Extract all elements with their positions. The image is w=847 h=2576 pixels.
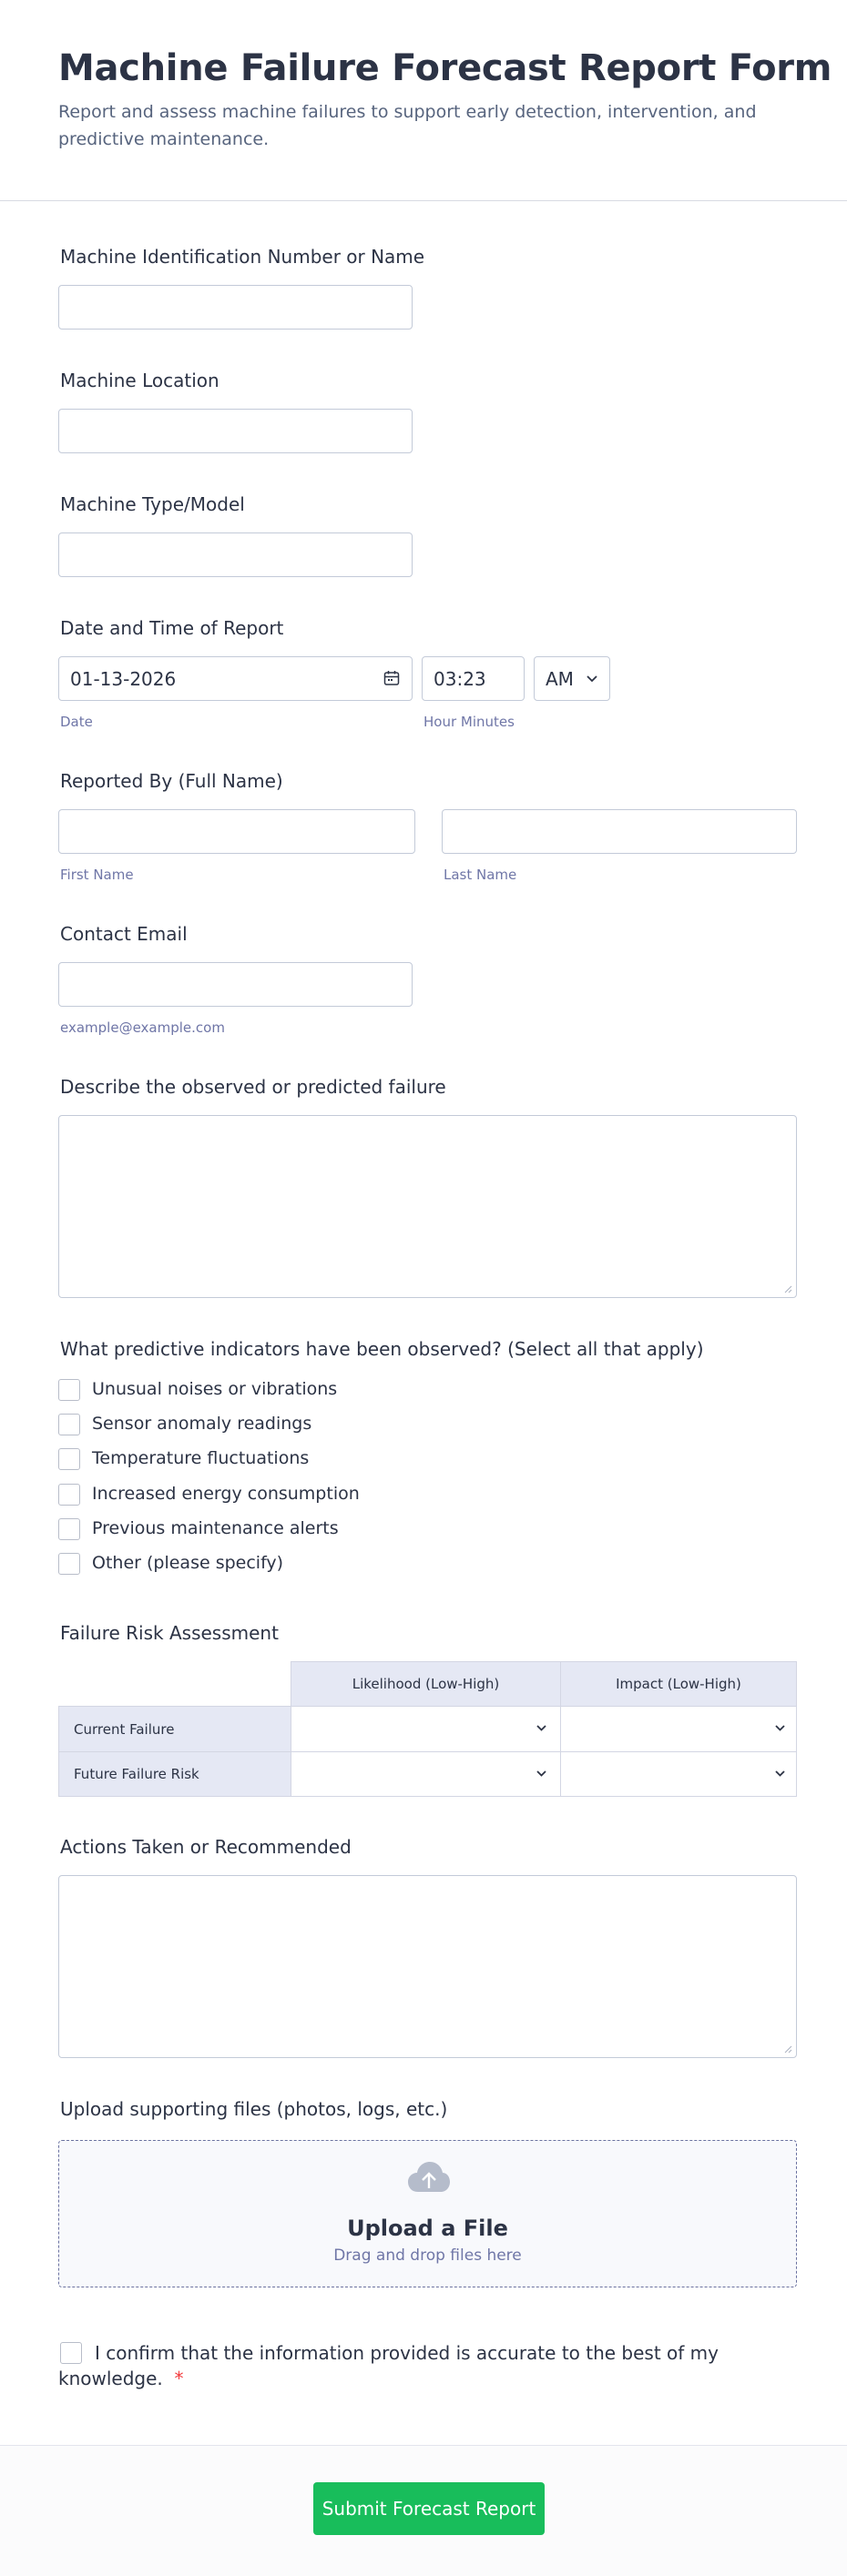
risk-matrix [58, 1661, 797, 1797]
likelihood-future-dropdown[interactable] [291, 1751, 561, 1797]
resize-grip-icon[interactable] [783, 2044, 792, 2054]
submit-button[interactable]: Submit Forecast Report [313, 2482, 545, 2535]
likelihood-current-dropdown[interactable] [291, 1706, 561, 1752]
date-input[interactable] [58, 656, 413, 701]
indicator-option[interactable]: Other (please specify) [92, 1553, 284, 1573]
machine-location-input[interactable] [58, 409, 413, 453]
actions-label: Actions Taken or Recommended [60, 1836, 352, 1858]
chevron-down-icon [536, 1724, 547, 1732]
indicators-label: What predictive indicators have been observed? (Select all that apply) [60, 1338, 704, 1360]
indicator-option[interactable]: Previous maintenance alerts [92, 1518, 339, 1538]
impact-current-dropdown[interactable] [560, 1706, 797, 1752]
machine-id-label: Machine Identification Number or Name [60, 246, 425, 268]
file-upload-dropzone[interactable] [58, 2140, 797, 2287]
checkbox-maintenance-alerts[interactable] [58, 1518, 80, 1540]
ampm-value: AM [546, 668, 574, 690]
matrix-column-header: Impact (Low-High) [560, 1661, 797, 1707]
chevron-down-icon [586, 674, 598, 684]
cloud-upload-icon [407, 2161, 451, 2194]
date-value: 01-13-2026 [70, 668, 177, 690]
first-name-sublabel: First Name [60, 867, 134, 883]
upload-title: Upload a File [347, 2216, 508, 2241]
checkbox-temperature[interactable] [58, 1448, 80, 1470]
checkbox-sensor-anomaly[interactable] [58, 1414, 80, 1435]
required-mark: * [174, 2368, 184, 2389]
impact-future-dropdown[interactable] [560, 1751, 797, 1797]
ampm-select[interactable] [534, 656, 610, 701]
contact-email-label: Contact Email [60, 923, 188, 945]
last-name-sublabel: Last Name [444, 867, 517, 883]
confirm-label[interactable] [58, 2340, 732, 2391]
chevron-down-icon [774, 1724, 786, 1732]
indicator-option[interactable]: Increased energy consumption [92, 1484, 360, 1504]
form-header [0, 0, 847, 201]
failure-description-textarea[interactable] [58, 1115, 797, 1298]
last-name-input[interactable] [442, 809, 797, 854]
matrix-row-header: Future Failure Risk [58, 1751, 291, 1797]
machine-location-label: Machine Location [60, 370, 219, 391]
page-title: Machine Failure Forecast Report Form [58, 47, 832, 89]
machine-type-input[interactable] [58, 532, 413, 577]
form-footer [0, 2445, 847, 2576]
risk-assessment-label: Failure Risk Assessment [60, 1622, 279, 1644]
upload-label: Upload supporting files (photos, logs, etc.) [60, 2098, 448, 2120]
failure-description-label: Describe the observed or predicted failure [60, 1076, 446, 1098]
chevron-down-icon [536, 1770, 547, 1778]
email-sublabel: example@example.com [60, 1019, 225, 1036]
machine-type-label: Machine Type/Model [60, 493, 245, 515]
matrix-column-header: Likelihood (Low-High) [291, 1661, 561, 1707]
reported-by-label: Reported By (Full Name) [60, 770, 283, 792]
confirm-text: I confirm that the information provided is accurate to the best of my knowledge. [58, 2342, 719, 2389]
indicator-option[interactable]: Unusual noises or vibrations [92, 1379, 338, 1399]
chevron-down-icon [774, 1770, 786, 1778]
checkbox-energy[interactable] [58, 1484, 80, 1506]
first-name-input[interactable] [58, 809, 415, 854]
upload-subtitle: Drag and drop files here [333, 2246, 522, 2265]
email-field[interactable] [58, 962, 413, 1007]
checkbox-unusual-noises[interactable] [58, 1379, 80, 1401]
date-sublabel: Date [60, 714, 93, 730]
calendar-icon[interactable] [383, 670, 400, 686]
indicator-option[interactable]: Temperature fluctuations [92, 1448, 310, 1468]
machine-id-input[interactable] [58, 285, 413, 330]
report-datetime-label: Date and Time of Report [60, 617, 284, 639]
resize-grip-icon[interactable] [783, 1284, 792, 1293]
checkbox-other[interactable] [58, 1553, 80, 1575]
matrix-row-header: Current Failure [58, 1706, 291, 1752]
indicator-option[interactable]: Sensor anomaly readings [92, 1414, 312, 1434]
page-subtitle: Report and assess machine failures to support early detection, intervention, and predictive maintenance. [58, 102, 757, 149]
time-sublabel: Hour Minutes [424, 714, 515, 730]
actions-textarea[interactable] [58, 1875, 797, 2058]
time-value: 03:23 [434, 668, 486, 690]
time-input[interactable] [422, 656, 525, 701]
